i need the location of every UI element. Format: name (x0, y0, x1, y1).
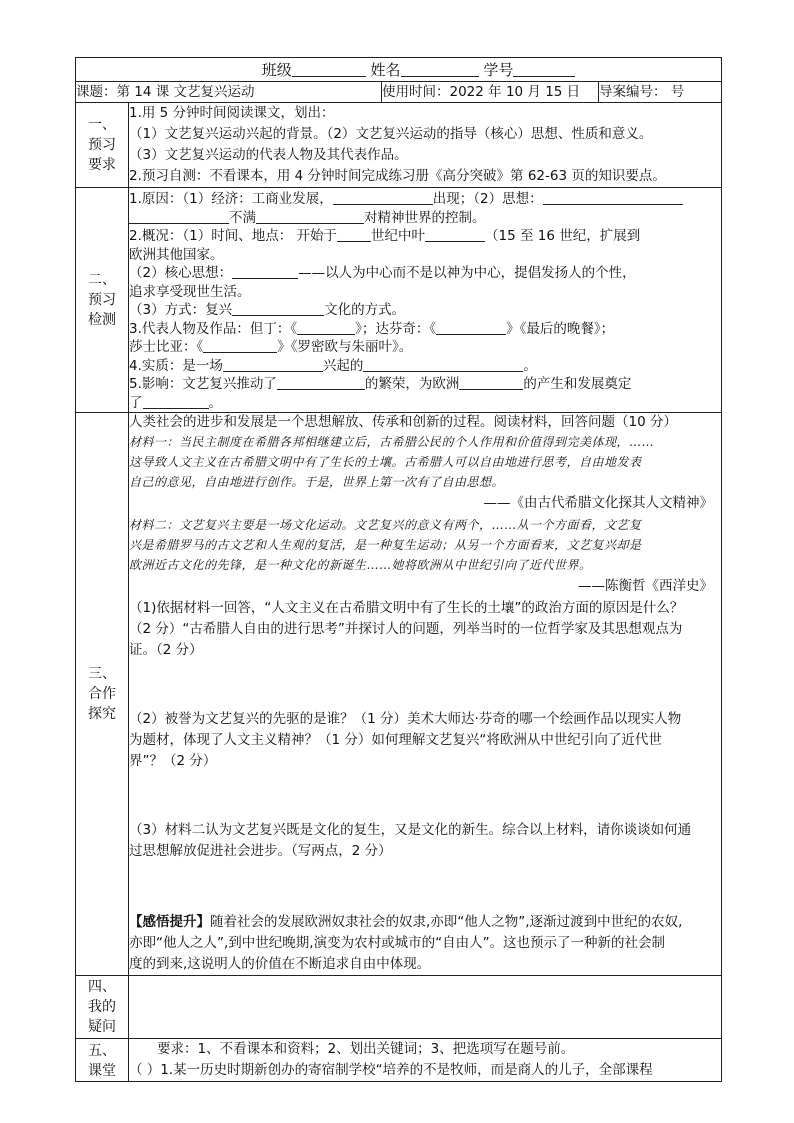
answer-space-1[interactable] (129, 661, 721, 709)
insight-paragraph: 【感悟提升】随着社会的发展欧洲奴隶社会的奴隶,亦即“他人之物”,逐渐过渡到中世纪的农奴, 亦即“他人之人”,到中世纪晚期,演变为农村或城市的“自由人”。这也预示了一种新的社会制 度的到来,这说明人的价值在不断追求自由中体现。 (129, 914, 683, 972)
material-two: 材料二：文艺复兴主要是一场文化运动。文艺复兴的意义有两个，……从一个方面看，文艺复 兴是希腊罗马的古文艺和人生观的复活，是一种复生运动；从另一个方面看来，文艺复兴却是 欧洲近古文化的先锋，是一种文化的新诞生……她将欧洲从中世纪引向了近代世界。 (129, 518, 642, 572)
answer-space-3[interactable] (129, 862, 721, 912)
inquiry-intro: 人类社会的进步和发展是一个思想解放、传承和创新的过程。阅读材料，回答问题（10 分） (129, 414, 677, 430)
worksheet-table (75, 57, 722, 1082)
blank-field[interactable] (459, 375, 523, 390)
blank-field[interactable] (297, 320, 355, 335)
blank-field[interactable] (425, 227, 485, 242)
classroom-question-1: （ ）1.某一历史时期新创办的寄宿制学校“培养的不是牧师，而是商人的儿子，全部课程 (129, 1062, 653, 1078)
requirement-line: （1）文艺复兴运动兴起的背景。（2）文艺复兴运动的指导（核心）思想、性质和意义。 (129, 126, 653, 142)
student-info-header (76, 58, 722, 82)
answer-space-2[interactable] (129, 772, 721, 820)
blank-field[interactable] (203, 338, 277, 353)
requirement-line: （3）文艺复兴运动的代表人物及其代表作品。 (129, 147, 408, 163)
blank-field[interactable] (333, 190, 433, 205)
section-label-my-questions: 四、 我的 疑问 (76, 976, 129, 1039)
class-label: 班级 (261, 61, 292, 79)
preview-requirements (129, 103, 722, 188)
usage-date: 使用时间：2022 年 10 月 15 日 (382, 82, 599, 103)
requirement-line: 2.预习自测：不看课本，用 4 分钟时间完成练习册《高分突破》第 62-63 页的知识要点。 (129, 168, 666, 184)
material-two-source: ——陈衡哲《西洋史》 (578, 578, 714, 594)
blank-field[interactable] (363, 357, 523, 372)
question-3: （3）材料二认为文艺复兴既是文化的复生，又是文化的新生。综合以上材料，请你谈谈如何通 过思想解放促进社会进步。（写两点，2 分） (129, 822, 692, 859)
requirement-line: 1.用 5 分钟时间阅读课文，划出： (129, 105, 335, 121)
blank-field[interactable] (232, 301, 324, 316)
class-blank[interactable] (292, 62, 366, 77)
guide-number: 导案编号： 号 (599, 82, 722, 103)
classroom-requirement: 要求：1、不看课本和资料；2、划出关键词；3、把选项写在题号前。 (157, 1041, 575, 1057)
section-label-classroom: 五、 课堂 (76, 1039, 129, 1082)
question-2: （2）被誉为文艺复兴的先驱的是谁？（1 分）美术大师达·芬奇的哪一个绘画作品以现实人物 为题材，体现了人文主义精神？（1 分）如何理解文艺复兴“将欧洲从中世纪引向了近代世 界”？（2 分） (129, 711, 682, 769)
material-one: 材料一：当民主制度在希腊各邦相继建立后，古希腊公民的个人作用和价值得到完美体现，…… 这导致人文主义在古希腊文明中有了生长的土壤。古希腊人可以自由地进行思考，自由地发表 自己的意见，自由地进行创作。于是，世界上第一次有了自由思想。 (129, 435, 655, 489)
section-label-preview-requirements: 一、 预习 要求 (76, 103, 129, 188)
blank-field[interactable] (543, 190, 683, 205)
blank-field[interactable] (277, 375, 365, 390)
material-one-source: ——《由古代希腊文化探其人文精神》 (483, 495, 714, 511)
blank-field[interactable] (436, 320, 506, 335)
insight-title: 【感悟提升】 (129, 914, 210, 930)
blank-field[interactable] (129, 209, 229, 224)
blank-field[interactable] (232, 264, 298, 279)
number-blank[interactable] (513, 62, 575, 77)
number-label: 学号 (483, 61, 514, 79)
name-label: 姓名 (370, 61, 401, 79)
cooperative-inquiry (129, 413, 722, 976)
my-questions-area[interactable] (129, 976, 722, 1039)
blank-field[interactable] (256, 209, 364, 224)
section-label-cooperative-inquiry: 三、 合作 探究 (76, 413, 129, 976)
question-1: （1)依据材料一回答，“人文主义在古希腊文明中有了生长的土壤”的政治方面的原因是什么？ （2 分）“古希腊人自由的进行思考”并探讨人的问题，列举当时的一位哲学家及其思想观点为 证。（2 分） (129, 600, 684, 658)
blank-field[interactable] (143, 394, 209, 409)
classroom-section (129, 1039, 722, 1082)
lesson-title: 课题：第 14 课 文艺复兴运动 (76, 82, 382, 103)
section-label-preview-test: 二、 预习 检测 (76, 188, 129, 413)
preview-test: 1.原因：（1）经济：工商业发展， 出现；（2）思想： 不满 对精神世界的控制。 2.概况：（1）时间、地点： 开始于 世纪中叶 （15 至 16 世纪，扩展到 欧洲其他国家。 （2）核心思想： ——以人为中心而不是以神为中心，提倡发扬人的个性， 追求享受现世生活。 （3）方式：复兴 文化的方式。 3.代表人物及作品：但丁：《 》；达芬奇：《 》《最后的晚餐》； 莎士比亚：《 》《罗密欧与朱丽叶》。 4.实质：是一场 兴起的 。 5.影响：文艺复兴推动了 的繁荣，为欧洲 的产生和发展奠定 了 。 (129, 188, 722, 413)
blank-field[interactable] (337, 227, 371, 242)
blank-field[interactable] (223, 357, 323, 372)
name-blank[interactable] (401, 62, 479, 77)
